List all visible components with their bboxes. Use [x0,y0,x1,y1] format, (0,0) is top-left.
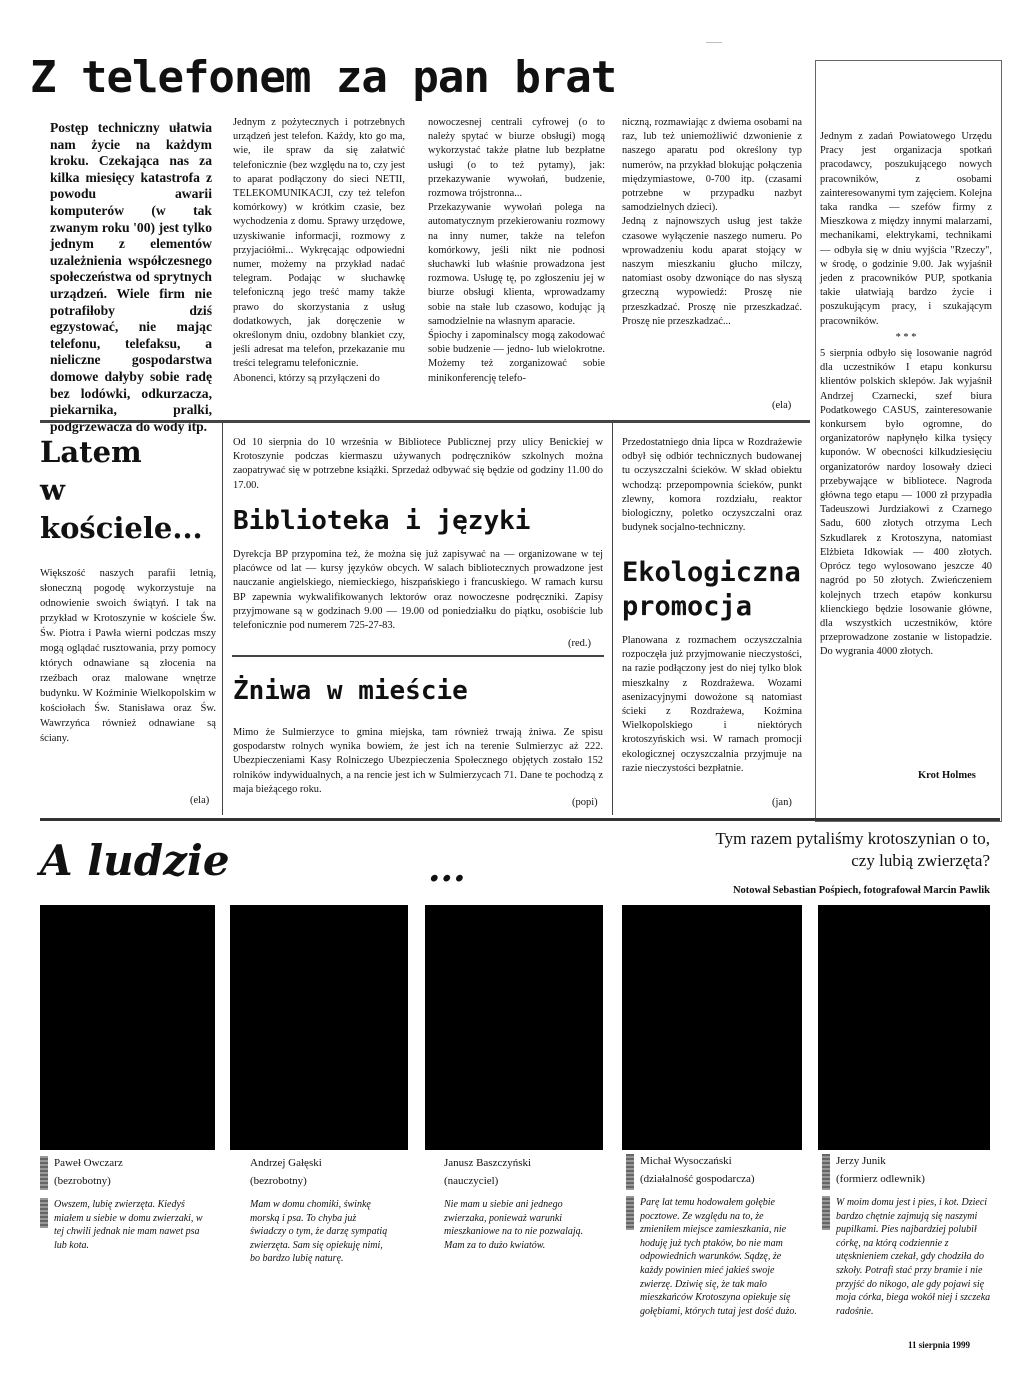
person-role-3: (nauczyciel) [444,1175,499,1187]
photo-michal-wysoczanski [622,905,802,1150]
photo-andrzej-galeski [230,905,408,1150]
separator-biblioteka [232,655,604,657]
phone-article-col1 [233,116,405,386]
person-quote-bar-4 [626,1196,634,1230]
person-role-4: (działalność gospodarcza) [640,1173,755,1185]
latem-title [40,435,220,545]
person-quote-1: Owszem, lubię zwierzęta. Kiedyś miałem u siebie w domu zwierzaki, w tej chwili jednak nie mam nawet psa lub kota. [54,1199,203,1251]
eko-title-line2: promocja [622,591,753,622]
footer-date: 11 sierpnia 1999 [908,1340,971,1350]
person-quote-3: Nie mam u siebie ani jednego zwierzaka, ponieważ warunki mieszkaniowe na to nie pozwalają. Mam za to dużo kwiatów. [444,1199,584,1251]
person-card-5 [836,1154,996,1186]
photo-jerzy-junik [818,905,990,1150]
person-name-2: Andrzej Gałęski [250,1157,322,1169]
phone-article-col3 [622,116,802,329]
latem-title-line2: w [40,473,65,507]
latem-title-line1: Latem [40,435,142,469]
biblioteka-title: Biblioteka i języki [233,506,531,536]
eko-body: Planowana z rozmachem oczyszczalnia rozpoczęła już przyjmowanie nieczystości, na razie podłączony jest do niej tylko blok mieszkalny z Rozdrażewa. Wozami asenizacyjnymi dowożone są natomiast ścieki z Rozdrażewa, Koźmina Wielkopolskiego i niektórych krotoszyńskich wsi. W ramach promocji ekologicznej oczyszczalnia przyjmuje na razie nieczystości bezpłatnie. [622,635,802,774]
poll-credits: Notował Sebastian Pośpiech, fotografował Marcin Pawlik [732,885,990,896]
phone-col3-text: niczną, rozmawiając z dwiema osobami na raz, lub też uniemożliwić dzwonienie z naszego aparatu pod określony typ numerów, na przykład blokując połączenia międzymiastowe, 0-700 itp. (czasami potrzebne w przypadku nazbyt samodzielnych dzieci). [622,117,802,214]
latem-signature: (ela) [190,795,210,806]
eko-intro: Przedostatniego dnia lipca w Rozdrażewie odbył się odbiór technicznych budowanej tu oczyszczalni ścieków. W skład obiektu wchodzą: przepompownia ścieków, punkt zlewny, komora rozdziału, reaktor biologiczny, poletko oczyszczalni oraz budynek socjalno-techniczny. [622,437,802,534]
phone-article-col2 [428,116,605,386]
separator-bottom [40,818,1000,821]
person-quote-bar-1 [40,1198,48,1228]
phone-col1-text: Jednym z pożytecznych i potrzebnych urządzeń jest telefon. Każdy, kto go ma, wie, ile spraw da się załatwić telefonicznie (bez względu na to, czy jest to aparat podłączony do sieci NETII, TELEKOMUNIKACJI, czy też telefon komórkowy) w krótkim czasie, bez wychodzenia z domu. Sprawy urzędowe, uzyskiwanie informacji, rozmowy z przyjaciółmi... Wykręcając odpowiedni numer, możemy na przykład nadać telegram. Podając w słuchawkę telefoniczną jego treść mamy także prawo do skorzystania z usług dodatkowych, jak doręczenie w określonym dniu, ozdobny blankiet czy, jeśli adresat ma telefon, przekazanie mu treści telegramu telefonicznie. [233,117,405,370]
phone-col2-text-b: Przekazywanie wywołań polega na automatycznym przekierowaniu rozmowy na inny numer, także na telefon komórkowy, jeśli nikt nie podnosi słuchawki lub właśnie prowadzona jest rozmowa. Usługę tę, po zgłoszeniu jej w biurze obsługi klienta, wprowadzamy sobie na stałe lub czasowo, kodując ją samodzielnie na własnym aparacie. [428,202,605,327]
latem-body: Większość naszych parafii letnią, słoneczną pogodę wykorzystuje na odnowienie swoich świątyń. I tak na przykład w Krotoszynie w kościele Św. Św. Piotra i Pawła wierni podczas mszy mogą oglądać rusztowania, przy pomocy których odnawiane są złocenia na rzeźbach oraz malowane wnętrze budynku. W Koźminie Wielkopolskim w kościołach Św. Stanisława oraz Św. Wawrzyńca również odnawiane są ściany. [40,568,216,744]
poll-title: A ludzie [40,836,230,885]
poll-question-line2: czy lubią zwierzęta? [851,851,990,870]
person-name-1: Paweł Owczarz [54,1157,123,1169]
page-title: Z telefonem za pan brat [30,52,617,103]
eko-title [622,556,801,624]
biblioteka-signature: (red.) [568,638,592,649]
biblioteka-intro: Od 10 sierpnia do 10 września w Bibliotece Publicznej przy ulicy Benickiej w Krotoszynie podczas kiermaszu używanych podręczników szkolnych można zaopatrywać się w potrzebne książki. Sprzedaż odbywać się będzie od godziny 11.00 do 17.00. [233,437,603,491]
person-quote-2: Mam w domu chomiki, świnkę morską i psa. To chyba już świadczy o tym, że darzę sympatią zwierzęta. Sam się opiekuję nimi, bo bardzo lubię naturę. [250,1199,388,1265]
divider-left-col [222,420,223,815]
right-column-text [820,130,992,660]
person-quote-bar-5 [822,1196,830,1230]
photo-pawel-owczarz [40,905,215,1150]
phone-col3-text-b: Jedną z najnowszych usług jest także czasowe wyłączenie naszego numeru. Po wprowadzeniu kodu aparat stojący w naszym mieszkaniu głucho milczy, natomiast osoby dzwoniące do nas słyszą grzeczną wypowiedź: Proszę nie przeszkadzać. Proszę nie przeszkadzać. Proszę nie przeszkadzać... [622,216,802,327]
person-name-5: Jerzy Junik [836,1155,886,1167]
phone-article-signature: (ela) [772,400,792,411]
divider-mid-col [612,420,613,815]
person-name-3: Janusz Baszczyński [444,1157,532,1169]
photo-janusz-baszczynski [425,905,603,1150]
right-col-p1: Jednym z zadań Powiatowego Urzędu Pracy jest organizacja spotkań pracodawcy, poszukującego nowych pracowników, z osobami zainteresowanymi tym zajęciem. Kolejna taka randka — szefów firmy z Mieszkowa z między innymi malarzami, mechanikami, elektrykami, technikami — odbyła się w dniu wyjścia "Rzeczy", w środę, o godzinie 9.00. Jak wyjaśnił jeden z pracowników PUP, spotkania takie ułatwiają bardzo życie i poszukującym pracy, i szukającym pracowników. [820,131,992,327]
zniwa-signature: (popi) [572,797,598,808]
eko-title-line1: Ekologiczna [622,557,801,588]
person-card-4 [640,1154,802,1186]
zniwa-body: Mimo że Sulmierzyce to gmina miejska, tam również trwają żniwa. Ze spisu gospodarstw rolnych wynika bowiem, że jest ich na terenie Sulmierzyc aż 222. Ubezpieczeniami Kasy Rolniczego Ubezpieczenia Społecznego objętych zostało 152 rolników indywidualnych, a na rencie jest ich w Sulmierzycach 71. Dane te pochodzą z maja bieżącego roku. [233,727,603,795]
person-quote-5: W moim domu jest i pies, i kot. Dzieci bardzo chętnie zajmują się naszymi pupilkami. Pies najbardziej polubił córkę, na którą codziennie z utęsknieniem czekał, gdy chodziła do szkoły. Potrafi stać przy bramie i nie przyjść do nikogo, ale gdy pojawi się moja córka, biega wokół niej i szczeka radośnie. [836,1197,991,1317]
person-bar-1 [40,1156,48,1190]
person-quote-4: Parę lat temu hodowałem gołębie pocztowe. Ze względu na to, że zmieniłem miejsce zamieszkania, nie hoduję już tych ptaków, bo nie mam odpowiednich warunków. Sądzę, że każdy powinien mieć jakieś swoje zwierzę. Dziwię się, że tak mało mieszkańców Krotoszyna opiekuje się gołębiami, których tutaj jest dość dużo. [640,1197,797,1317]
person-bar-4 [626,1154,634,1190]
person-role-1: (bezrobotny) [54,1175,111,1187]
person-card-1 [54,1156,214,1188]
lead-paragraph: Postęp techniczny ułatwia nam życie na każdym kroku. Czekająca nas za kilka miesięcy katastrofa z powodu awarii komputerów (w tak zwanym roku '00) jest tylko jednym z elementów uzależnienia współczesnego społeczeństwa od sprytnych urządzeń. Wiele firm nie potrafiłoby dziś egzystować, nie mając telefonu, telefaksu, a nieliczne gospodarstwa domowe dałyby sobie radę bez lodówki, odkurzacza, piekarnika, pralki, podgrzewacza do wody itp. [50,120,212,434]
person-card-2 [250,1156,410,1188]
separator-top [40,420,810,423]
latem-title-line3: kościele... [40,511,203,545]
person-card-3 [444,1156,604,1188]
right-col-p2: 5 sierpnia odbyło się losowanie nagród dla uczestników I etapu konkursu klientów polskich sklepów. Jak wyjaśnił Andrzej Czarnecki, szef biura Podatkowego CASUS, zainteresowanie konkursem było ogromne, do organizatorów napłynęło kilka tysięcy kuponów. W obecności kilkudziesięciu organizatorów nardoy losowały dzieci przebywające w bibliotece. Nagroda główna tego etapu — 1000 zł przypadła Tadeuszowi Jurdziakowi z Czarnego Sadu, 600 złotych otrzyma Lech Szkudlarek z Krotoszyna, natomiast Elżbieta Idkowiak — 400 złotych. Oprócz tego wylosowano jeszcze 40 nagród po 50 złotych. Zwieńczeniem kolejnych trzech etapów konkursu klienckiego będzie losowanie główne, dla wszystkich uczestników, które przeprowadzone zostanie w listopadzie. Do wygrania 4000 złotych. [820,348,992,658]
phone-col1-tail: Abonenci, którzy są przyłączeni do [233,372,380,384]
person-role-2: (bezrobotny) [250,1175,307,1187]
person-name-4: Michał Wysoczański [640,1155,732,1167]
person-role-5: (formierz odlewnik) [836,1173,925,1185]
phone-col2-text: nowoczesnej centrali cyfrowej (o to należy spytać w biurze obsługi) mogą wykorzystać także płatne lub bezpłatne usługi (o to też pytamy), jak: przekazywanie wywołań, budzenie, rozmowa trójstronna... [428,117,605,200]
person-bar-5 [822,1154,830,1190]
eko-signature: (jan) [772,797,792,808]
zniwa-title: Żniwa w mieście [233,676,468,706]
corner-mark: ........ [706,36,722,45]
right-column-signature: Krot Holmes [918,770,976,781]
poll-question-line1: Tym razem pytaliśmy krotoszynian o to, [715,829,990,848]
right-col-stars: * * * [895,331,917,343]
poll-title-dots: ... [428,848,466,890]
poll-question [700,828,990,872]
biblioteka-body: Dyrekcja BP przypomina też, że można się już zapisywać na — organizowane w tej placówce od lat — kursy języków obcych. W salach bibliotecznych prowadzone jest nauczanie angielskiego, niemieckiego, hiszpańskiego i francuskiego. W ramach kursu BP zapewnia wykwalifikowanych lektorów oraz nowoczesne podręczniki. Zapisy przyjmowane są w godzinach 9.00 — 19.00 od poniedziałku do piątku, osobiście lub telefonicznie pod numerem 725-27-83. [233,549,603,632]
phone-col2-text-c: Śpiochy i zapominalscy mogą zakodować sobie budzenie — jedno- lub wielokrotne. Możemy też zorganizować sobie minikonferencję telefo- [428,330,605,384]
